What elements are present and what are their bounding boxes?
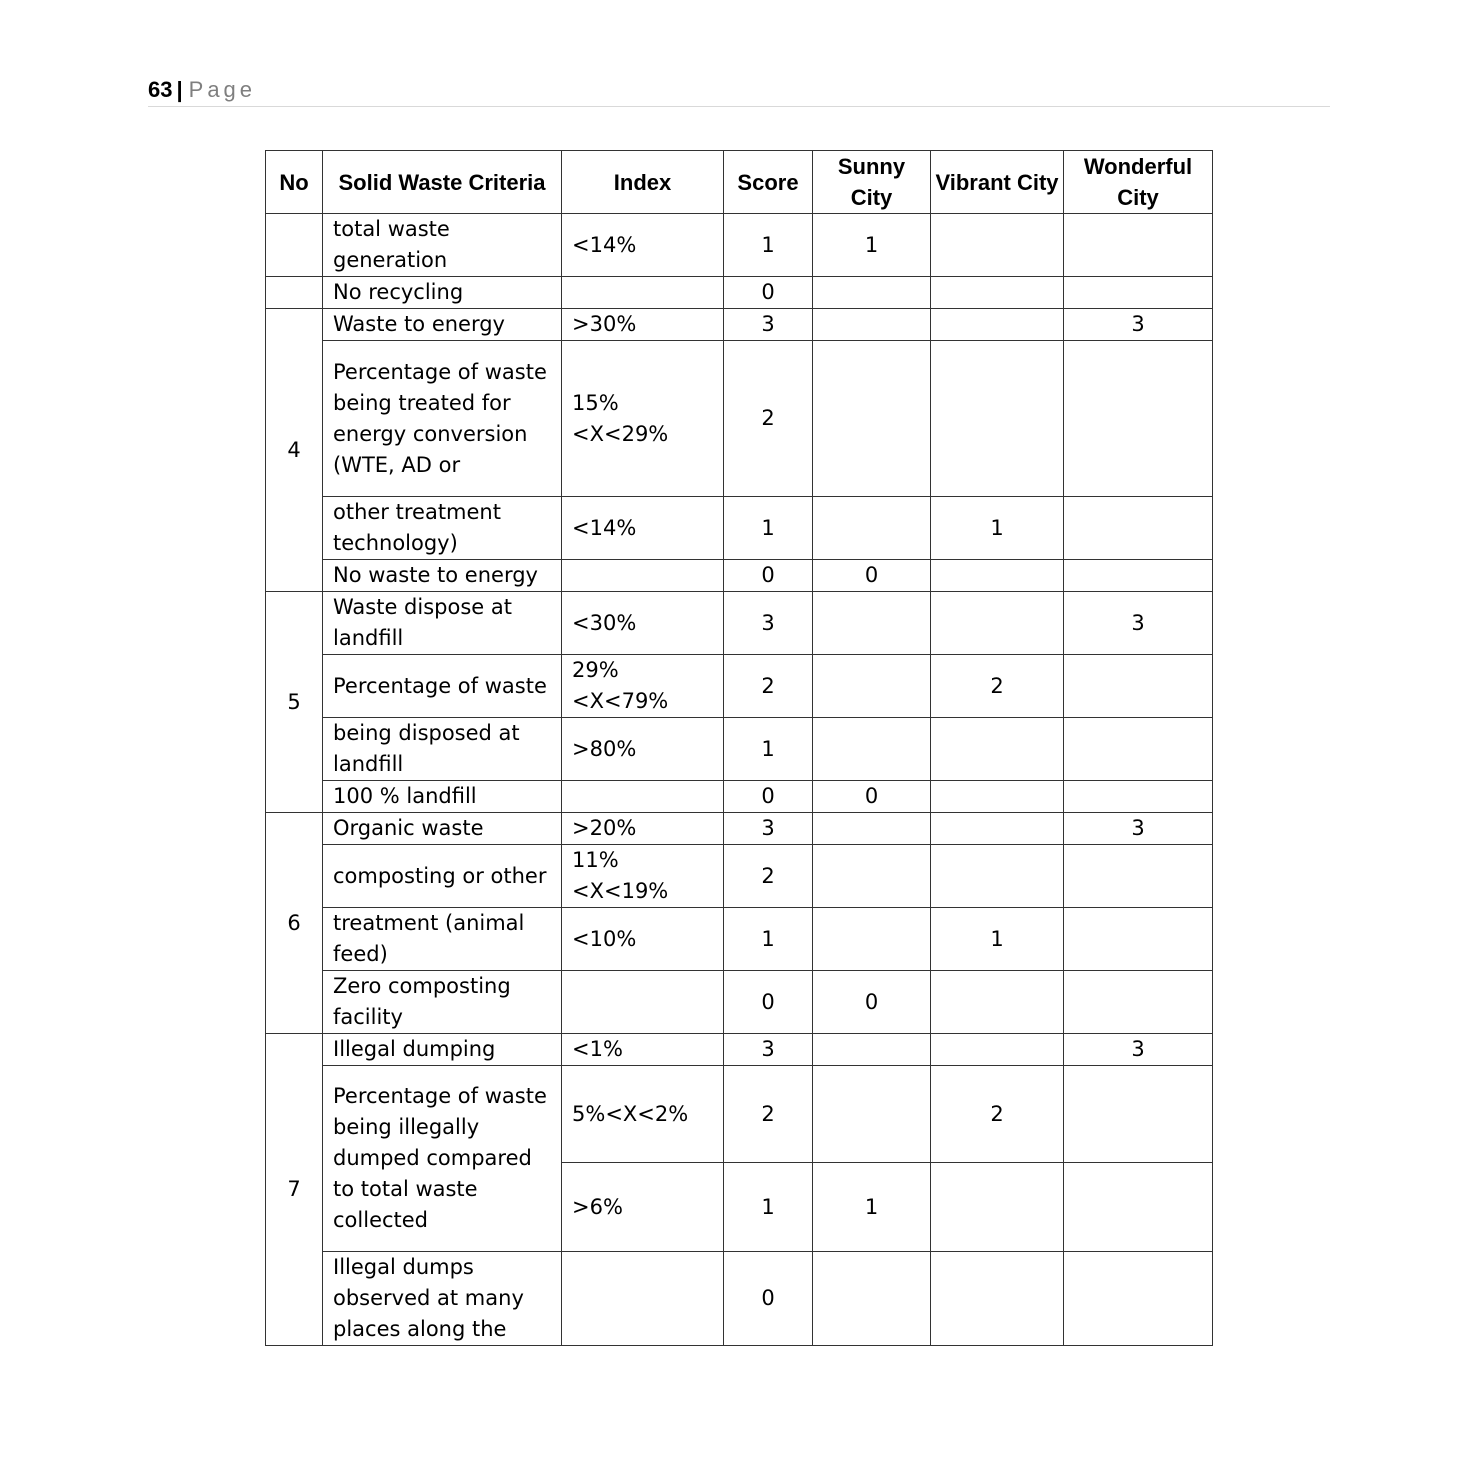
sunny-city-cell: 1 [813,1163,931,1252]
wonderful-city-cell [1064,718,1213,781]
page-number: 63 [148,77,173,102]
score-cell: 1 [724,718,813,781]
wonderful-city-cell [1064,655,1213,718]
criteria-cell: Percentage of waste being treated for energy conversion (WTE, AD or [323,341,562,497]
vibrant-city-cell: 2 [931,1066,1064,1163]
page-word: Page [188,77,257,102]
index-cell: <30% [562,592,724,655]
wonderful-city-cell: 3 [1064,1034,1213,1066]
sunny-city-cell [813,1034,931,1066]
index-cell [562,781,724,813]
sunny-city-cell [813,1066,931,1163]
table-row [266,1252,1213,1346]
table-row [266,781,1213,813]
table-row [266,908,1213,971]
score-cell: 3 [724,309,813,341]
vibrant-city-cell: 1 [931,497,1064,560]
table-row [266,309,1213,341]
index-cell: 11%<X<19% [562,845,724,908]
sunny-city-cell: 0 [813,781,931,813]
sunny-city-cell [813,277,931,309]
vibrant-city-cell [931,1252,1064,1346]
index-cell: >30% [562,309,724,341]
criteria-cell: being disposed at landfill [323,718,562,781]
table-row [266,971,1213,1034]
sunny-city-cell [813,1252,931,1346]
index-cell: <14% [562,214,724,277]
row-number: 5 [266,592,323,813]
criteria-cell: Waste dispose at landfill [323,592,562,655]
sunny-city-cell [813,497,931,560]
score-cell: 0 [724,560,813,592]
score-cell: 2 [724,341,813,497]
vibrant-city-cell [931,718,1064,781]
index-cell: 5%<X<2% [562,1066,724,1163]
wonderful-city-cell: 3 [1064,592,1213,655]
vibrant-city-cell [931,277,1064,309]
score-cell: 0 [724,781,813,813]
wonderful-city-cell [1064,1163,1213,1252]
score-cell: 3 [724,813,813,845]
sunny-city-cell: 0 [813,971,931,1034]
vibrant-city-cell [931,592,1064,655]
table-row [266,341,1213,497]
table-row [266,497,1213,560]
table-row [266,1034,1213,1066]
sunny-city-cell [813,309,931,341]
criteria-cell: treatment (animal feed) [323,908,562,971]
index-cell [562,971,724,1034]
score-cell: 2 [724,655,813,718]
vibrant-city-cell [931,309,1064,341]
wonderful-city-cell [1064,908,1213,971]
wonderful-city-cell [1064,214,1213,277]
index-cell [562,560,724,592]
score-cell: 1 [724,908,813,971]
column-header: Wonderful City [1064,151,1213,214]
table-row [266,277,1213,309]
sunny-city-cell [813,908,931,971]
vibrant-city-cell [931,560,1064,592]
vibrant-city-cell [931,1163,1064,1252]
criteria-cell: Illegal dumping [323,1034,562,1066]
sunny-city-cell: 1 [813,214,931,277]
criteria-cell: other treatment technology) [323,497,562,560]
score-cell: 0 [724,971,813,1034]
row-number: 6 [266,813,323,1034]
index-cell: >20% [562,813,724,845]
table-row [266,813,1213,845]
column-header: Vibrant City [931,151,1064,214]
vibrant-city-cell: 2 [931,655,1064,718]
criteria-cell: 100 % landfill [323,781,562,813]
sunny-city-cell: 0 [813,560,931,592]
index-cell: 15%<X<29% [562,341,724,497]
row-number [266,214,323,277]
column-header: Index [562,151,724,214]
index-cell: <1% [562,1034,724,1066]
vibrant-city-cell [931,341,1064,497]
wonderful-city-cell [1064,341,1213,497]
criteria-cell: Zero composting facility [323,971,562,1034]
column-header: Solid Waste Criteria [323,151,562,214]
table-row [266,845,1213,908]
criteria-cell: Percentage of waste [323,655,562,718]
table-row [266,560,1213,592]
criteria-cell: composting or other [323,845,562,908]
criteria-cell: Organic waste [323,813,562,845]
table-row [266,592,1213,655]
wonderful-city-cell: 3 [1064,309,1213,341]
criteria-cell: Illegal dumps observed at many places along the [323,1252,562,1346]
row-number [266,277,323,309]
criteria-cell: Waste to energy [323,309,562,341]
wonderful-city-cell [1064,845,1213,908]
index-cell: 29%<X<79% [562,655,724,718]
index-cell: <10% [562,908,724,971]
score-cell: 0 [724,1252,813,1346]
table-row [266,1066,1213,1163]
wonderful-city-cell [1064,497,1213,560]
vibrant-city-cell [931,845,1064,908]
criteria-cell: No waste to energy [323,560,562,592]
row-number: 4 [266,309,323,592]
sunny-city-cell [813,845,931,908]
score-cell: 1 [724,497,813,560]
score-cell: 1 [724,1163,813,1252]
vibrant-city-cell [931,214,1064,277]
table-row [266,718,1213,781]
index-cell [562,1252,724,1346]
vibrant-city-cell [931,781,1064,813]
column-header: Score [724,151,813,214]
header-separator: | [176,77,183,102]
index-cell: >6% [562,1163,724,1252]
index-cell: >80% [562,718,724,781]
sunny-city-cell [813,592,931,655]
criteria-cell: Percentage of waste being illegally dumped compared to total waste collected [323,1066,562,1252]
criteria-cell: No recycling [323,277,562,309]
wonderful-city-cell [1064,781,1213,813]
sunny-city-cell [813,813,931,845]
table-row [266,655,1213,718]
index-cell: <14% [562,497,724,560]
sunny-city-cell [813,718,931,781]
wonderful-city-cell [1064,560,1213,592]
score-cell: 0 [724,277,813,309]
wonderful-city-cell: 3 [1064,813,1213,845]
criteria-cell: total waste generation [323,214,562,277]
vibrant-city-cell: 1 [931,908,1064,971]
sunny-city-cell [813,655,931,718]
vibrant-city-cell [931,813,1064,845]
page-header [148,74,1330,107]
table-row [266,214,1213,277]
score-cell: 2 [724,1066,813,1163]
score-cell: 1 [724,214,813,277]
wonderful-city-cell [1064,971,1213,1034]
wonderful-city-cell [1064,277,1213,309]
vibrant-city-cell [931,971,1064,1034]
criteria-table [265,150,1213,1346]
column-header: No [266,151,323,214]
wonderful-city-cell [1064,1252,1213,1346]
score-cell: 2 [724,845,813,908]
column-header: Sunny City [813,151,931,214]
wonderful-city-cell [1064,1066,1213,1163]
sunny-city-cell [813,341,931,497]
row-number: 7 [266,1034,323,1346]
index-cell [562,277,724,309]
table-header-row [266,151,1213,214]
score-cell: 3 [724,1034,813,1066]
score-cell: 3 [724,592,813,655]
vibrant-city-cell [931,1034,1064,1066]
